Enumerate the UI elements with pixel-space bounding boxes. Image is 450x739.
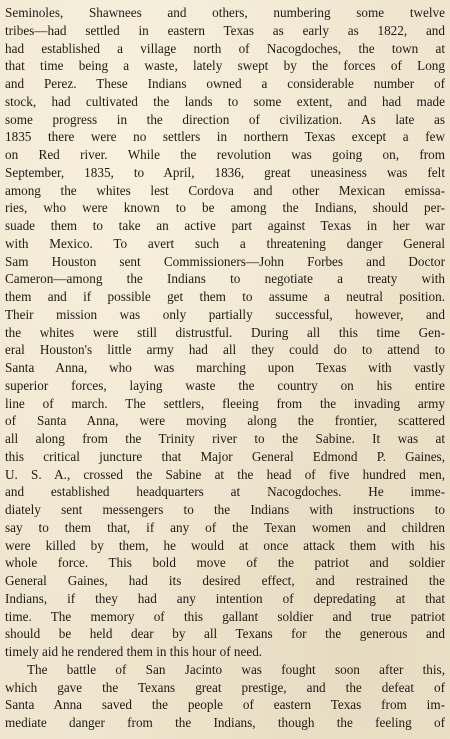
- text-line: Sam Houston sent Commissioners—John Forbes and Doctor: [5, 253, 445, 269]
- text-line: the whites were still distrustful. During all this time Gen-: [5, 324, 445, 340]
- text-line: on Red river. While the revolution was going on, from: [5, 147, 445, 162]
- text-line: this critical juncture that Major General Edmond P. Gaines,: [5, 448, 445, 464]
- text-line: and established headquarters at Nacogdoches. He imme-: [5, 484, 445, 500]
- text-line: Their mission was only partially successful, however, and: [5, 306, 445, 322]
- text-line: among the whites lest Cordova and other Mexican emissa-: [5, 182, 445, 198]
- text-line: U. S. A., crossed the Sabine at the head of five hundred men,: [5, 466, 445, 482]
- text-line: eral Houston's little army had all they could do to attend to: [5, 342, 445, 358]
- body-text: [5, 4, 445, 732]
- text-line: say to them that, if any of the Texan women and children: [5, 519, 445, 535]
- text-line: September, 1835, to April, 1836, great uneasiness was felt: [5, 164, 445, 180]
- text-line: all along from the Trinity river to the Sabine. It was at: [5, 431, 445, 446]
- text-line: time. The memory of this gallant soldier and true patriot: [5, 608, 445, 624]
- text-line: of Santa Anna, were moving along the frontier, scattered: [5, 413, 445, 429]
- text-line: Cameron—among the Indians to negotiate a treaty with: [5, 271, 445, 287]
- text-line: and Perez. These Indians owned a considerable number of: [5, 76, 445, 91]
- text-line: with Mexico. To avert such a threatening danger General: [5, 235, 445, 251]
- text-line: suade them to take an active part against Texas in her war: [5, 218, 445, 233]
- text-line: timely aid he rendered them in this hour of need.: [5, 644, 263, 659]
- text-line: diately sent messengers to the Indians with instructions to: [5, 502, 445, 517]
- text-line: The battle of San Jacinto was fought soon after this,: [27, 661, 445, 677]
- text-line: which gave the Texans great prestige, and the defeat of: [5, 679, 445, 695]
- text-line: tribes—had settled in eastern Texas as early as 1822, and: [5, 22, 445, 38]
- text-line: 1835 there were no settlers in northern Texas except a few: [5, 129, 445, 145]
- text-line: Santa Anna saved the people of eastern Texas from im-: [5, 697, 445, 713]
- text-line: line of march. The settlers, fleeing from the invading army: [5, 395, 445, 411]
- text-line: Indians, if they had any intention of depredating at that: [5, 590, 445, 606]
- text-line: ries, who were known to be among the Indians, should per-: [5, 200, 445, 216]
- text-line: General Gaines, had its desired effect, and restrained the: [5, 573, 445, 588]
- text-line: whole force. This bold move of the patriot and soldier: [5, 555, 445, 571]
- text-line: had established a village north of Nacogdoches, the town at: [5, 40, 445, 56]
- text-line: superior forces, laying waste the country on his entire: [5, 377, 445, 393]
- text-line: mediate danger from the Indians, though the feeling of: [5, 715, 445, 730]
- text-line: were killed by them, he would at once attack them with his: [5, 537, 445, 553]
- text-line: them and if possible get them to assume a neutral position.: [5, 289, 445, 304]
- text-line: stock, had cultivated the lands to some extent, and had made: [5, 93, 445, 109]
- text-line: Seminoles, Shawnees and others, numbering some twelve: [5, 5, 445, 20]
- text-line: that time being a waste, lately swept by the forces of Long: [5, 58, 445, 74]
- text-line: should be held dear by all Texans for the generous and: [5, 626, 445, 642]
- text-line: Santa Anna, who was marching upon Texas with vastly: [5, 360, 445, 375]
- text-line: some progress in the direction of civilization. As late as: [5, 111, 445, 127]
